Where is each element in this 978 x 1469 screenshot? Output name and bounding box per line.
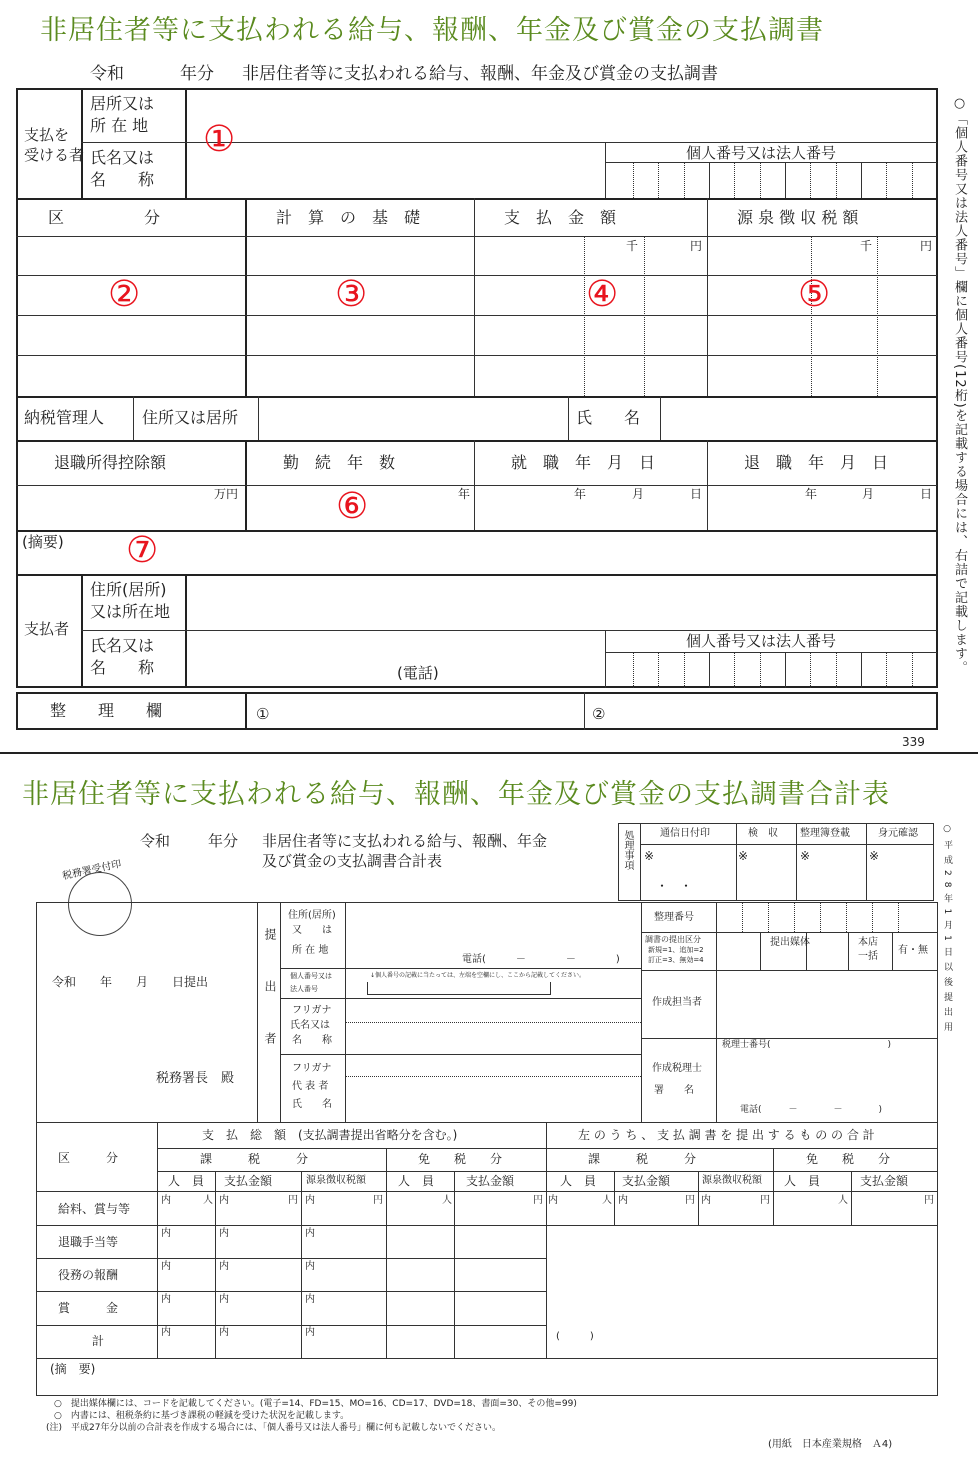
shori-col-2: 検 収 — [748, 828, 778, 839]
shori-col-4: 身元確認 — [878, 828, 918, 839]
uchi-r1-c1: 内 — [161, 1195, 171, 1206]
tax-unit-sen: 千 — [860, 239, 873, 253]
th-people-3: 人 員 — [560, 1174, 597, 1188]
unit-en-r1-c8: 円 — [760, 1195, 770, 1206]
reception-stamp-label: 税務署受付印 — [61, 858, 123, 883]
recipient-name-label-b: 名 称 — [90, 170, 155, 189]
tax-manager-address-label: 住所又は居所 — [142, 408, 239, 427]
table-sub-header: 左 の う ち 、 支 払 調 書 を 提 出 す る も の の 合 計 — [578, 1128, 875, 1142]
section-divider — [0, 752, 978, 754]
deduction-unit: 万円 — [214, 487, 239, 501]
form1-heading: 非居住者等に支払われる給与、報酬、年金及び賞金の支払調書 — [40, 15, 824, 46]
note-2: ○ 内書には、租税条約に基づき課税の軽減を受けた状況を記載します。 — [54, 1411, 350, 1421]
zeirishi-phone: 電話( － － ) — [740, 1105, 883, 1115]
unit-en-r1-c3: 円 — [373, 1195, 383, 1206]
shori-mark-1: ※ — [644, 849, 655, 863]
service-years-label: 勤 続 年 数 — [283, 453, 396, 472]
payer-name-label-a: 氏名又は — [90, 636, 155, 655]
rep-label-b: 氏 名 — [292, 1099, 332, 1110]
furigana-label: フリガナ — [292, 1005, 332, 1016]
honten-label-a: 本店 — [858, 937, 878, 948]
submit-date: 令和 年 月 日提出 — [52, 975, 209, 989]
amount-unit-en: 円 — [690, 239, 703, 253]
honten-label-b: 一括 — [858, 951, 878, 962]
uchi-r5-c2: 内 — [219, 1327, 229, 1338]
seiri-no-label: 整理番号 — [654, 912, 694, 923]
unit-en-r1-c5: 円 — [533, 1195, 543, 1206]
exempt-header-2: 免 税 分 — [806, 1152, 891, 1166]
submitter-label: 提出者 — [263, 928, 277, 1084]
shori-mark-4: ※ — [869, 849, 880, 863]
hire-day-unit: 日 — [690, 487, 703, 501]
seiri-label: 整 理 欄 — [50, 701, 163, 720]
rep-furigana-label: フリガナ — [292, 1063, 332, 1074]
form2-heading: 非居住者等に支払われる給与、報酬、年金及び賞金の支払調書合計表 — [22, 779, 890, 810]
payer-address-label-b: 又は所在地 — [90, 602, 171, 621]
shori-mark-2: ※ — [738, 849, 749, 863]
uchi-r1-c6: 内 — [548, 1195, 558, 1206]
paper-spec: (用紙 日本産業規格 Ａ4) — [768, 1439, 893, 1450]
taxable-header-1: 課 税 分 — [200, 1152, 309, 1166]
col-kubun: 区 分 — [48, 208, 161, 227]
umu-label: 有・無 — [898, 945, 928, 956]
shori-dots: ・ ・ — [656, 879, 693, 893]
retire-month-unit: 月 — [862, 487, 875, 501]
recipient-address-label-a: 居所又は — [90, 94, 155, 113]
uchi-r2-c1: 内 — [161, 1228, 171, 1239]
form2-remarks-label: (摘 要) — [50, 1362, 96, 1376]
th-amount-3: 支払金額 — [622, 1174, 671, 1188]
id-note: ↓個人番号の記載に当たっては、左端を空欄にし、ここから記載してください。 — [370, 972, 586, 979]
th-amount-2: 支払金額 — [466, 1174, 515, 1188]
page-number: 339 — [902, 735, 925, 749]
id-label-a: 個人番号又は — [290, 972, 332, 980]
payer-id-label: 個人番号又は法人番号 — [686, 632, 837, 650]
amount-unit-sen: 千 — [626, 239, 639, 253]
uchi-r4-c2: 内 — [219, 1294, 229, 1305]
name-label-a: 氏名又は — [290, 1020, 330, 1031]
retire-deduction-label: 退職所得控除額 — [54, 453, 167, 472]
marker-6: ⑥ — [336, 486, 369, 527]
hire-date-label: 就 職 年 月 日 — [511, 453, 656, 472]
note-1: ○ 提出媒体欄には、コードを記載してください。(電子=14、FD=15、MO=16、CD=17、DVD=18、書面=30、その他=99) — [54, 1399, 577, 1409]
taxable-header-2: 課 税 分 — [588, 1152, 697, 1166]
payer-phone-label: (電話) — [397, 664, 439, 682]
form1-doc-title: 非居住者等に支払われる給与、報酬、年金及び賞金の支払調書 — [242, 64, 718, 84]
note-3: (注) 平成27年分以前の合計表を作成する場合には、「個人番号又は法人番号」欄に何も記載しないでください。 — [46, 1423, 501, 1433]
address-label-b: 又 は — [292, 925, 332, 936]
id-digit-boxes — [367, 982, 551, 995]
col-amount: 支 払 金 額 — [504, 208, 617, 227]
uchi-r3-c3: 内 — [305, 1261, 315, 1272]
form2-year: 年分 — [208, 832, 239, 850]
col-basis: 計 算 の 基 礎 — [276, 208, 421, 227]
unit-nin-r1-c1: 人 — [203, 1195, 213, 1206]
row-label-salary: 給料、賞与等 — [58, 1202, 131, 1216]
marker-3: ③ — [335, 274, 368, 315]
address-label-a: 住所(居所) — [288, 910, 336, 921]
row-label-total: 計 — [92, 1334, 105, 1348]
recipient-name-label-a: 氏名又は — [90, 148, 155, 167]
th-withheld-1: 源泉徴収税額 — [306, 1175, 366, 1186]
remarks-label: (摘要) — [22, 533, 64, 551]
years-unit: 年 — [458, 487, 471, 501]
submit-kubun-note-a: 新規=1、追加=2 — [648, 946, 704, 954]
zeirishi-label-b: 署 名 — [654, 1085, 694, 1096]
id-label-b: 法人番号 — [290, 985, 318, 993]
shori-mark-3: ※ — [800, 849, 811, 863]
zeirishi-label-a: 作成税理士 — [652, 1063, 702, 1074]
marker-5: ⑤ — [798, 274, 831, 315]
marker-1: ① — [203, 119, 236, 160]
tax-office: 税務署長 殿 — [156, 1071, 235, 1086]
uchi-r4-c3: 内 — [305, 1294, 315, 1305]
uchi-r2-c3: 内 — [305, 1228, 315, 1239]
th-amount-1: 支払金額 — [224, 1174, 273, 1188]
seiri-two: ② — [592, 705, 606, 723]
retire-day-unit: 日 — [920, 487, 933, 501]
unit-nin-r1-c9: 人 — [838, 1195, 848, 1206]
shori-label: 処理事項 — [622, 830, 633, 870]
exempt-header-1: 免 税 分 — [418, 1152, 503, 1166]
unit-nin-r1-c6: 人 — [602, 1195, 612, 1206]
unit-en-r1-c7: 円 — [685, 1195, 695, 1206]
retire-date-label: 退 職 年 月 日 — [744, 453, 889, 472]
marker-2: ② — [108, 274, 141, 315]
col-tax: 源 泉 徴 収 税 額 — [737, 208, 859, 227]
payer-name-label-b: 名 称 — [90, 658, 155, 677]
media-label-a: 提出媒体 — [770, 937, 810, 948]
row-label-services: 役務の報酬 — [58, 1268, 119, 1282]
form2-title-a: 非居住者等に支払われる給与、報酬、年金 — [262, 832, 548, 850]
recipient-address-label-b: 所 在 地 — [90, 116, 149, 135]
retire-year-unit: 年 — [805, 487, 818, 501]
tax-manager-label: 納税管理人 — [24, 408, 105, 427]
hire-year-unit: 年 — [574, 487, 587, 501]
recipient-label-a: 支払を — [24, 126, 70, 144]
form2-era: 令和 — [140, 832, 171, 850]
uchi-r1-c7: 内 — [618, 1195, 628, 1206]
name-label-b: 名 称 — [292, 1035, 332, 1046]
author-label: 作成担当者 — [652, 997, 702, 1008]
address-label-c: 所 在 地 — [292, 945, 329, 956]
form2-title-b: 及び賞金の支払調書合計表 — [262, 852, 443, 870]
recipient-id-label: 個人番号又は法人番号 — [686, 144, 837, 162]
uchi-r5-c1: 内 — [161, 1327, 171, 1338]
th-people-1: 人 員 — [168, 1174, 205, 1188]
shori-col-1: 通信日付印 — [660, 828, 710, 839]
uchi-r4-c1: 内 — [161, 1294, 171, 1305]
row-label-prize: 賞 金 — [58, 1301, 119, 1315]
uchi-r3-c1: 内 — [161, 1261, 171, 1272]
unit-nin-r1-c4: 人 — [442, 1195, 452, 1206]
unit-en-r1-c2: 円 — [288, 1195, 298, 1206]
uchi-r1-c3: 内 — [305, 1195, 315, 1206]
marker-4: ④ — [586, 274, 619, 315]
zeirishi-no-label: 税理士番号( ) — [722, 1040, 892, 1050]
th-withheld-3: 源泉徴収税額 — [702, 1175, 762, 1186]
unit-en-r1-c10: 円 — [924, 1195, 934, 1206]
th-people-2: 人 員 — [398, 1174, 435, 1188]
row-label-retirement: 退職手当等 — [58, 1235, 119, 1249]
total-paren: ( ) — [556, 1331, 594, 1342]
payer-address-label-a: 住所(居所) — [90, 580, 167, 599]
recipient-label-b: 受ける者 — [24, 146, 85, 164]
form1-era: 令和 — [90, 64, 124, 84]
seiri-one: ① — [256, 705, 270, 723]
uchi-r1-c2: 内 — [219, 1195, 229, 1206]
submit-kubun-label: 調書の提出区分 — [645, 935, 701, 944]
hire-month-unit: 月 — [632, 487, 645, 501]
shori-col-3: 整理簿登載 — [800, 828, 850, 839]
rep-label-a: 代 表 者 — [292, 1081, 329, 1092]
submit-kubun-note-b: 訂正=3、無効=4 — [648, 956, 704, 964]
table-kubun: 区 分 — [58, 1151, 119, 1165]
form1-year: 年分 — [180, 64, 214, 84]
table-total-header: 支 払 総 額 (支払調書提出省略分を含む。) — [202, 1128, 458, 1142]
tax-manager-name-label: 氏 名 — [576, 408, 641, 427]
th-people-4: 人 員 — [784, 1174, 821, 1188]
payer-label: 支払者 — [24, 620, 70, 638]
submitter-phone: 電話( － － ) — [462, 954, 620, 965]
form1-side-note: ○「個人番号又は法人番号」欄に個人番号(12桁)を記載する場合には、右詰で記載します。 — [952, 96, 967, 675]
uchi-r1-c8: 内 — [701, 1195, 711, 1206]
uchi-r5-c3: 内 — [305, 1327, 315, 1338]
uchi-r3-c2: 内 — [219, 1261, 229, 1272]
marker-7: ⑦ — [126, 530, 159, 571]
form2-side-note: ○平成28年1月1日以後提出用 — [942, 824, 952, 1037]
tax-unit-en: 円 — [920, 239, 933, 253]
th-amount-4: 支払金額 — [860, 1174, 909, 1188]
uchi-r2-c2: 内 — [219, 1228, 229, 1239]
